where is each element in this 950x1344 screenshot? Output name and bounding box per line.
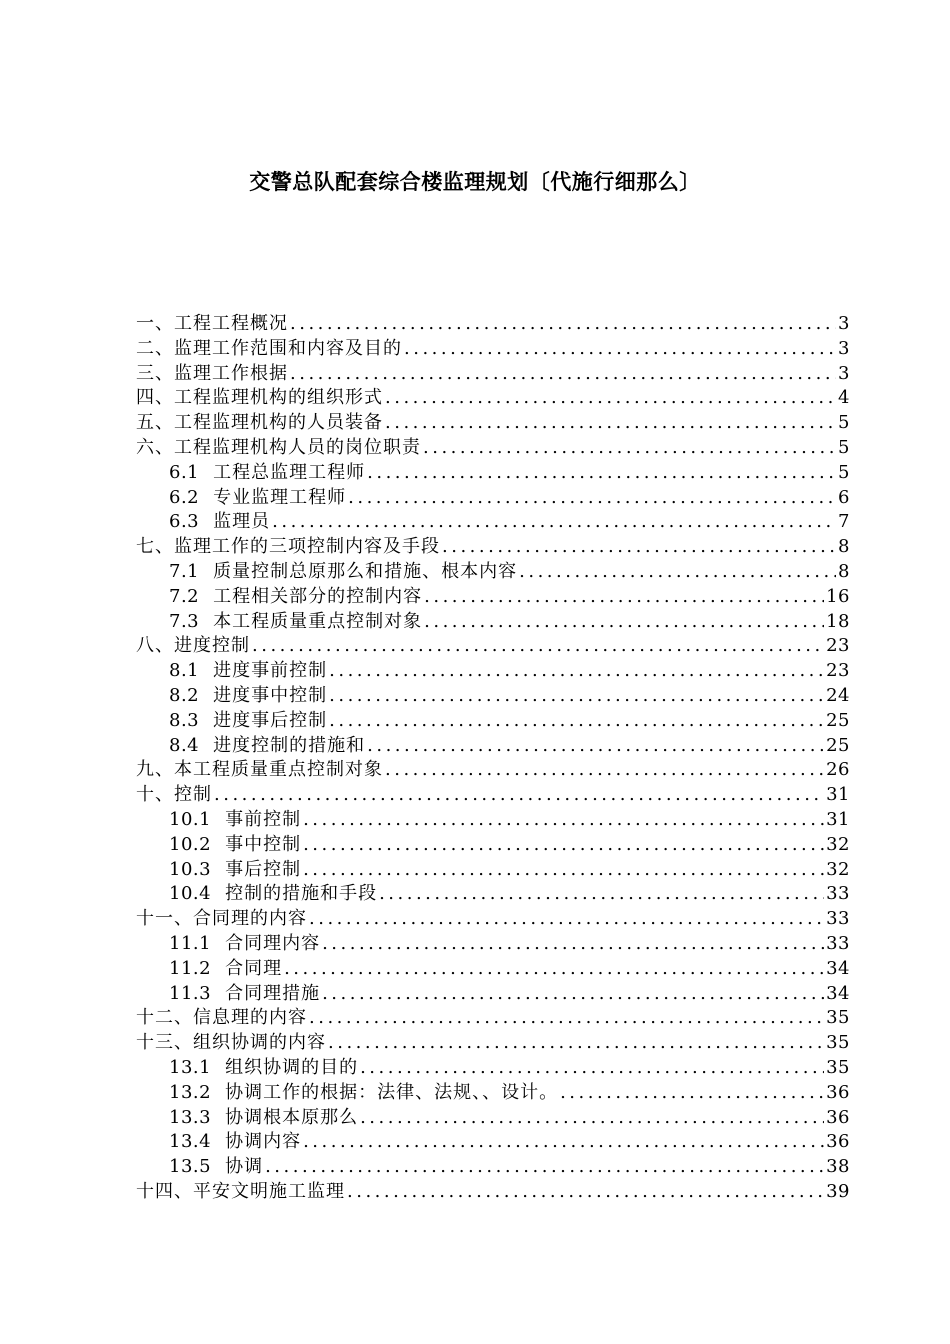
toc-entry-number: 10.4 <box>169 883 212 905</box>
toc-entry-number: 8.2 <box>169 684 200 706</box>
toc-entry-number: 13.1 <box>169 1056 212 1078</box>
toc-entry-title: 八、进度控制 <box>136 635 250 657</box>
toc-entry-title: 协调根本原那么 <box>225 1106 359 1128</box>
toc-entry-title: 六、工程监理机构人员的岗位职责 <box>136 436 421 458</box>
toc-page-number: 25 <box>826 734 850 756</box>
toc-entry[interactable] <box>136 535 850 560</box>
toc-entry-number: 11.1 <box>169 932 212 954</box>
toc-entry-title: 专业监理工程师 <box>213 486 347 508</box>
toc-entry-number: 8.3 <box>169 709 200 731</box>
toc-dot-leader <box>385 386 836 411</box>
toc-page-number: 3 <box>838 337 850 359</box>
toc-entry-title: 协调工作的根据：法律、法规、、设计。 <box>225 1081 559 1103</box>
toc-entry-title: 本工程质量重点控制对象 <box>213 610 423 632</box>
toc-dot-leader <box>309 1006 824 1031</box>
toc-dot-leader <box>519 560 836 585</box>
toc-entry[interactable] <box>136 1031 850 1056</box>
toc-entry-number: 13.2 <box>169 1081 212 1103</box>
toc-entry-number: 13.3 <box>169 1106 212 1128</box>
toc-entry[interactable] <box>136 386 850 411</box>
toc-entry-title: 七、监理工作的三项控制内容及手段 <box>136 536 440 558</box>
toc-entry-title: 事后控制 <box>225 858 302 880</box>
toc-entry[interactable] <box>136 833 850 858</box>
toc-dot-leader <box>272 510 836 535</box>
toc-entry[interactable] <box>136 1056 850 1081</box>
toc-entry-number: 7.2 <box>169 585 200 607</box>
toc-entry[interactable] <box>136 734 850 759</box>
toc-page-number: 31 <box>826 784 850 806</box>
toc-dot-leader <box>360 1106 824 1131</box>
toc-dot-leader <box>303 1130 824 1155</box>
toc-entry-title: 四、工程监理机构的组织形式 <box>136 387 383 409</box>
toc-entry-number: 10.3 <box>169 858 212 880</box>
toc-entry[interactable] <box>136 1155 850 1180</box>
toc-page-number: 32 <box>826 833 850 855</box>
toc-dot-leader <box>424 585 824 610</box>
toc-entry[interactable] <box>136 486 850 511</box>
toc-entry[interactable] <box>136 1081 850 1106</box>
toc-entry[interactable] <box>136 510 850 535</box>
toc-dot-leader <box>404 337 836 362</box>
toc-dot-leader <box>347 1180 824 1205</box>
toc-page-number: 33 <box>826 883 850 905</box>
toc-page-number: 31 <box>826 808 850 830</box>
toc-entry-title: 二、监理工作范围和内容及目的 <box>136 337 402 359</box>
toc-entry[interactable] <box>136 1130 850 1155</box>
toc-dot-leader <box>560 1081 824 1106</box>
toc-dot-leader <box>442 535 836 560</box>
toc-page-number: 18 <box>826 610 850 632</box>
toc-dot-leader <box>309 907 824 932</box>
toc-page-number: 34 <box>826 957 850 979</box>
toc-entry-title: 合同理内容 <box>225 932 321 954</box>
toc-entry[interactable] <box>136 585 850 610</box>
toc-entry-title: 九、本工程质量重点控制对象 <box>136 759 383 781</box>
toc-page-number: 7 <box>838 511 850 533</box>
toc-entry-title: 组织协调的目的 <box>225 1056 359 1078</box>
toc-entry[interactable] <box>136 758 850 783</box>
toc-entry-title: 十三、组织协调的内容 <box>136 1032 326 1054</box>
toc-entry[interactable] <box>136 858 850 883</box>
toc-page-number: 36 <box>826 1106 850 1128</box>
toc-dot-leader <box>385 758 824 783</box>
toc-entry-title: 十一、合同理的内容 <box>136 908 307 930</box>
toc-entry-number: 7.1 <box>169 560 200 582</box>
toc-entry-number: 11.3 <box>169 982 212 1004</box>
toc-page-number: 4 <box>838 387 850 409</box>
toc-dot-leader <box>367 734 824 759</box>
toc-entry-number: 6.2 <box>169 486 200 508</box>
toc-entry[interactable] <box>136 1180 850 1205</box>
toc-entry-title: 合同理 <box>225 957 283 979</box>
toc-dot-leader <box>329 684 824 709</box>
toc-dot-leader <box>328 1031 824 1056</box>
toc-entry-title: 五、工程监理机构的人员装备 <box>136 412 383 434</box>
toc-entry[interactable] <box>136 932 850 957</box>
toc-entry-title: 进度事中控制 <box>213 684 328 706</box>
toc-page-number: 38 <box>826 1156 850 1178</box>
toc-entry-title: 合同理措施 <box>225 982 321 1004</box>
toc-dot-leader <box>329 659 824 684</box>
toc-entry-title: 三、监理工作根据 <box>136 362 288 384</box>
toc-page-number: 36 <box>826 1081 850 1103</box>
toc-page-number: 5 <box>838 412 850 434</box>
toc-entry[interactable] <box>136 982 850 1007</box>
toc-entry-title: 一、工程工程概况 <box>136 313 288 334</box>
toc-entry[interactable] <box>136 461 850 486</box>
document-title: 交警总队配套综合楼监理规划〔代施行细那么〕 <box>249 170 701 194</box>
toc-page-number: 35 <box>826 1032 850 1054</box>
toc-entry[interactable] <box>136 882 850 907</box>
toc-entry[interactable] <box>136 1106 850 1131</box>
toc-entry[interactable] <box>136 907 850 932</box>
toc-page-number: 39 <box>826 1180 850 1202</box>
toc-dot-leader <box>303 858 824 883</box>
toc-dot-leader <box>322 982 824 1007</box>
toc-entry-title: 十四、平安文明施工监理 <box>136 1180 345 1202</box>
toc-entry[interactable] <box>136 312 850 337</box>
toc-entry[interactable] <box>136 1006 850 1031</box>
toc-page-number: 8 <box>838 536 850 558</box>
toc-dot-leader <box>348 486 836 511</box>
toc-dot-leader <box>303 808 824 833</box>
toc-dot-leader <box>322 932 824 957</box>
toc-dot-leader <box>290 312 836 337</box>
toc-page-number: 5 <box>838 436 850 458</box>
toc-entry-title: 工程总监理工程师 <box>213 461 366 483</box>
toc-entry-number: 11.2 <box>169 957 212 979</box>
toc-page-number: 24 <box>826 684 850 706</box>
toc-entry[interactable] <box>136 957 850 982</box>
toc-dot-leader <box>367 461 836 486</box>
toc-dot-leader <box>423 436 836 461</box>
toc-page-number: 35 <box>826 1056 850 1078</box>
toc-entry[interactable] <box>136 808 850 833</box>
toc-page-number: 5 <box>838 461 850 483</box>
toc-dot-leader <box>214 783 824 808</box>
toc-entry-number: 10.1 <box>169 808 212 830</box>
toc-entry-title: 事中控制 <box>225 833 302 855</box>
toc-page-number: 3 <box>838 313 850 334</box>
toc-dot-leader <box>385 411 836 436</box>
toc-entry-number: 8.1 <box>169 660 200 682</box>
toc-entry-title: 十二、信息理的内容 <box>136 1007 307 1029</box>
toc-entry-number: 8.4 <box>169 734 200 756</box>
table-of-contents <box>136 312 850 1205</box>
toc-page-number: 26 <box>826 759 850 781</box>
toc-page-number: 23 <box>826 635 850 657</box>
toc-entry-title: 事前控制 <box>225 808 302 830</box>
toc-entry[interactable] <box>136 610 850 635</box>
toc-dot-leader <box>424 610 824 635</box>
toc-page-number: 6 <box>838 486 850 508</box>
toc-dot-leader <box>329 709 824 734</box>
toc-entry-title: 进度事前控制 <box>213 660 328 682</box>
toc-entry[interactable] <box>136 411 850 436</box>
toc-entry[interactable] <box>136 709 850 734</box>
toc-page-number: 25 <box>826 709 850 731</box>
toc-entry-number: 13.5 <box>169 1156 212 1178</box>
toc-entry[interactable] <box>136 684 850 709</box>
toc-page-number: 23 <box>826 660 850 682</box>
toc-entry[interactable] <box>136 362 850 387</box>
toc-entry-title: 质量控制总原那么和措施、根本内容 <box>213 560 518 582</box>
toc-entry-title: 控制的措施和手段 <box>225 883 378 905</box>
toc-dot-leader <box>379 882 824 907</box>
toc-entry-number: 6.3 <box>169 511 200 533</box>
toc-entry[interactable] <box>136 560 850 585</box>
toc-entry-title: 协调内容 <box>225 1131 302 1153</box>
toc-entry[interactable] <box>136 634 850 659</box>
toc-entry-number: 13.4 <box>169 1131 212 1153</box>
toc-entry-title: 工程相关部分的控制内容 <box>213 585 423 607</box>
toc-entry-title: 进度事后控制 <box>213 709 328 731</box>
toc-page-number: 36 <box>826 1131 850 1153</box>
toc-page-number: 3 <box>838 362 850 384</box>
toc-page-number: 33 <box>826 932 850 954</box>
toc-entry[interactable] <box>136 436 850 461</box>
toc-entry[interactable] <box>136 659 850 684</box>
toc-entry-number: 6.1 <box>169 461 200 483</box>
toc-page-number: 35 <box>826 1007 850 1029</box>
toc-entry-number: 7.3 <box>169 610 200 632</box>
toc-dot-leader <box>303 833 824 858</box>
toc-entry-title: 协调 <box>225 1156 264 1178</box>
toc-page-number: 8 <box>838 560 850 582</box>
toc-entry-title: 十、控制 <box>136 784 212 806</box>
toc-dot-leader <box>265 1155 824 1180</box>
toc-entry-title: 监理员 <box>213 511 271 533</box>
toc-dot-leader <box>252 634 824 659</box>
toc-page-number: 32 <box>826 858 850 880</box>
toc-dot-leader <box>284 957 824 982</box>
toc-dot-leader <box>290 362 836 387</box>
toc-dot-leader <box>360 1056 824 1081</box>
toc-entry[interactable] <box>136 337 850 362</box>
toc-page-number: 34 <box>826 982 850 1004</box>
toc-page-number: 33 <box>826 908 850 930</box>
toc-page-number: 16 <box>826 585 850 607</box>
toc-entry-number: 10.2 <box>169 833 212 855</box>
toc-entry-title: 进度控制的措施和 <box>213 734 366 756</box>
toc-entry[interactable] <box>136 783 850 808</box>
